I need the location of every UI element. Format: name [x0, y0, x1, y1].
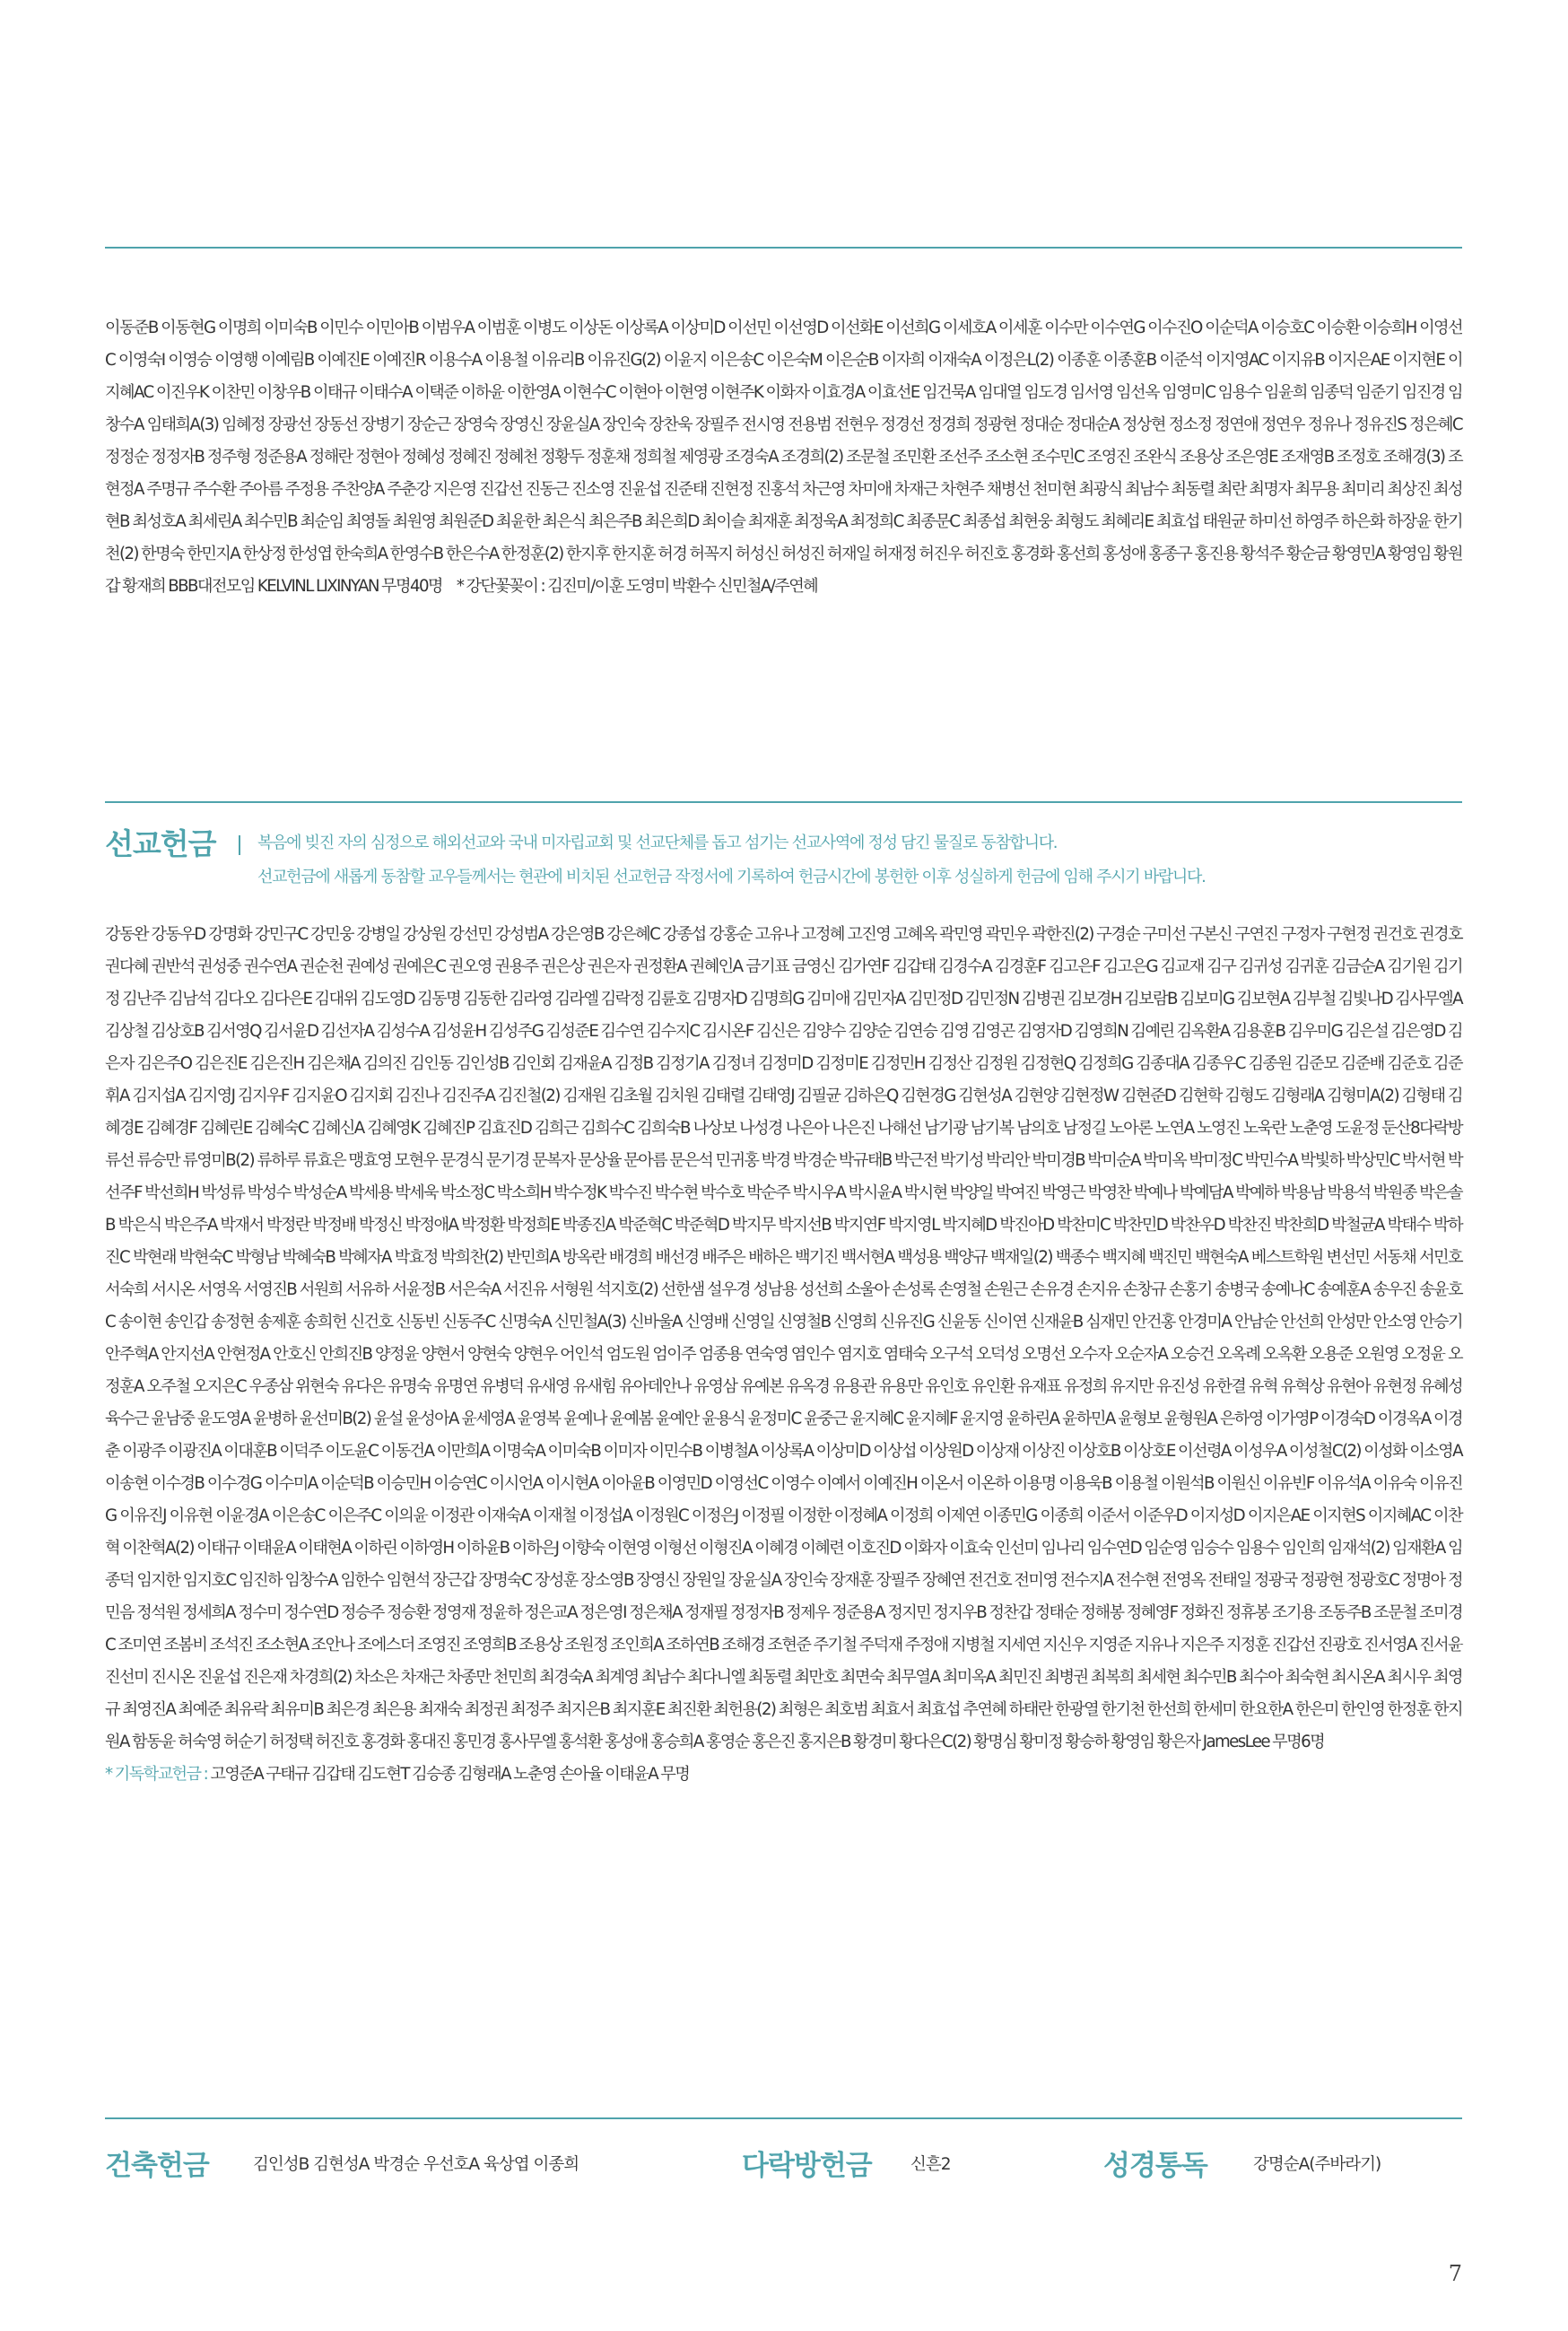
mission-title-separator — [239, 835, 240, 855]
mission-names-paragraph — [105, 919, 1462, 1791]
mission-title: 선교헌금 — [105, 826, 216, 861]
building-offering-title: 건축헌금 — [105, 2150, 209, 2182]
attic-offering-title: 다락방헌금 — [742, 2150, 872, 2182]
mission-top-divider — [105, 801, 1462, 803]
mission-section-header — [105, 825, 1462, 896]
footer-offerings — [105, 2143, 1462, 2187]
bible-reading-names: 강명순A(주바라기) — [1253, 2155, 1381, 2174]
bible-reading-title: 성경통독 — [1103, 2150, 1207, 2182]
mission-donor-names: 강동완 강동우D 강명화 강민구C 강민웅 강병일 강상원 강선민 강성범A 강은영B 강은혜C 강종섭 강홍순 고유나 고정혜 고진영 고혜옥 곽민영 곽민우 곽한진(2) 구경순 구미선 구본신 구연진 구정자 구현정 권건호 권경호 권다혜 권반석 권성중 권수연A 권순천 권예성 권예은C 권오영 권용주 권은상 권은자 권정환A 권혜인A 금기표 금영신 김가연F 김갑태 김경수A 김경훈F 김고은F 김고은G 김교재 김구 김귀성 김귀훈 김금순A 김기원 김기정 김난주 김남석 김다오 김다은E 김대위 김도영D 김동명 김동한 김라영 김라엘 김락정 김륜호 김명자D 김명희G 김미애 김민자A 김민정D 김민정N 김병권 김보경H 김보람B 김보미G 김보현A 김부철 김빛나D 김사무엘A 김상철 김상호B 김서영Q 김서윤D 김선자A 김성수A 김성윤H 김성주G 김성준E 김수연 김수지C 김시온F 김신은 김양수 김양순 김연승 김영 김영곤 김영자D 김영희N 김예린 김옥환A 김용훈B 김우미G 김은설 김은영D 김은자 김은주O 김은진E 김은진H 김은채A 김의진 김인동 김인성B 김인회 김재윤A 김정B 김정기A 김정녀 김정미D 김정미E 김정민H 김정산 김정원 김정현Q 김정희G 김종대A 김종우C 김종원 김준모 김준배 김준호 김준휘A 김지섭A 김지영J 김지우F 김지윤O 김지회 김진나 김진주A 김진철(2) 김재원 김초월 김치원 김태렬 김태영J 김필균 김하은Q 김현경G 김현성A 김현양 김현정W 김현준D 김현학 김형도 김형래A 김형미A(2) 김형태 김혜경E 김혜경F 김혜린E 김혜숙C 김혜신A 김혜영K 김혜진P 김효진D 김희근 김희수C 김희숙B 나상보 나성경 나은아 나은진 나해선 남기광 남기복 남의호 남정길 노아론 노연A 노영진 노욱란 노춘영 도윤정 둔산8다락방 류선 류승만 류영미B(2) 류하루 류효은 맹효영 모현우 문경식 문기경 문복자 문상율 문아름 문은석 민귀홍 박경 박경순 박규태B 박근전 박기성 박리안 박미경B 박미순A 박미옥 박미정C 박민수A 박빛하 박상민C 박서현 박선주F 박선희H 박성류 박성수 박성순A 박세용 박세욱 박소정C 박소희H 박수정K 박수진 박수현 박수호 박순주 박시우A 박시윤A 박시현 박양일 박여진 박영근 박영찬 박예나 박예담A 박예하 박용남 박용석 박원종 박은솔B 박은식 박은주A 박재서 박정란 박정배 박정신 박정애A 박정환 박정희E 박종진A 박준혁C 박준혁D 박지무 박지선B 박지연F 박지영L 박지혜D 박진아D 박찬미C 박찬민D 박찬우D 박찬진 박찬희D 박철균A 박태수 박하진C 박현래 박현숙C 박형남 박혜숙B 박혜자A 박효정 박희찬(2) 반민희A 방옥란 배경희 배선경 배주은 배하은 백기진 백서현A 백성용 백양규 백재일(2) 백종수 백지혜 백진민 백현숙A 베스트학원 변선민 서동채 서민호 서숙희 서시온 서영옥 서영진B 서원희 서유하 서윤정B 서은숙A 서진유 서형원 석지호(2) 선한샘 설우경 성남용 성선희 소울아 손성록 손영철 손원근 손유경 손지유 손창규 손홍기 송병국 송예나C 송예훈A 송우진 송윤호C 송이현 송인갑 송정현 송제훈 송희헌 신건호 신동빈 신동주C 신명숙A 신민철A(3) 신바울A 신영배 신영일 신영철B 신영희 신유진G 신윤동 신이연 신재윤B 심재민 안건홍 안경미A 안남순 안선희 안성만 안소영 안승기 안주혁A 안지선A 안현정A 안호신 안희진B 양정윤 양현서 양현숙 양현우 어인석 엄도원 엄이주 엄종용 연숙영 염인수 염지호 염태숙 오구석 오덕성 오명선 오수자 오순자A 오승건 오옥례 오옥환 오용준 오원영 오정윤 오정훈A 오주철 오지은C 우종삼 위현숙 유다은 유명숙 유명연 유병덕 유새영 유새힘 유아데안나 유영삼 유예본 유옥경 유용관 유용만 유인호 유인환 유재표 유정희 유지만 유진성 유한결 유혁 유혁상 유현아 유현정 유혜성 육수근 윤남중 윤도영A 윤병하 윤선미B(2) 윤설 윤성아A 윤세영A 윤영복 윤예나 윤예봄 윤예안 윤용식 윤정미C 윤중근 윤지혜C 윤지혜F 윤지영 윤하린A 윤하민A 윤형보 윤형원A 은하영 이가영P 이경숙D 이경옥A 이경춘 이광주 이광진A 이대훈B 이덕주 이도윤C 이동건A 이만희A 이명숙A 이미숙B 이미자 이민수B 이병철A 이상록A 이상미D 이상섭 이상원D 이상재 이상진 이상호B 이상호E 이선령A 이성우A 이성철C(2) 이성화 이소영A 이송현 이수경B 이수경G 이수미A 이순덕B 이승민H 이승연C 이시언A 이시현A 이아윤B 이영민D 이영선C 이영수 이예서 이예진H 이온서 이온하 이용명 이용욱B 이용철 이원석B 이원신 이유빈F 이유석A 이유숙 이유진G 이유진J 이유현 이윤경A 이은송C 이은주C 이의윤 이정관 이재숙A 이재철 이정섭A 이정원C 이정은J 이정필 이정한 이정혜A 이정희 이제연 이종민G 이종희 이준서 이준우D 이지성D 이지은AE 이지현S 이지혜AC 이찬혁 이찬혁A(2) 이태규 이태윤A 이태현A 이하린 이하영H 이하윤B 이하은J 이향숙 이현영 이형선 이형진A 이혜경 이혜련 이호진D 이화자 이효숙 인선미 임나리 임수연D 임순영 임승수 임용수 임인희 임재석(2) 임재환A 임종덕 임지한 임지호C 임진하 임창수A 임한수 임현석 장근갑 장명숙C 장성훈 장소영B 장영신 장원일 장윤실A 장인숙 장재훈 장필주 장혜연 전건호 전미영 전수지A 전수현 전영옥 전태일 정광국 정광현 정광호C 정명아 정민음 정석원 정세희A 정수미 정수연D 정승주 정승환 정영재 정윤하 정은교A 정은영I 정은채A 정재필 정정자B 정제우 정준용A 정지민 정지우B 정찬갑 정태순 정해봉 정혜영F 정화진 정휴봉 조기용 조동주B 조문철 조미경C 조미연 조봄비 조석진 조소현A 조안나 조에스더 조영진 조영희B 조용상 조원정 조인희A 조하연B 조해경 조현준 주기철 주덕재 주정애 지병철 지세연 지신우 지영준 지유나 지은주 지정훈 진갑선 진광호 진서영A 진서윤 진선미 진시온 진윤섭 진은재 차경희(2) 차소은 차재근 차종만 천민희 최경숙A 최계영 최남수 최다니엘 최동렬 최만호 최면숙 최무열A 최미옥A 최민진 최병권 최복희 최세현 최수민B 최수아 최숙현 최시온A 최시우 최영규 최영진A 최예준 최유락 최유미B 최은경 최은용 최재숙 최정권 최정주 최지은B 최지훈E 최진환 최헌용(2) 최형은 최호범 최효서 최효섭 추연혜 하태란 한광열 한기천 한선희 한세미 한요한A 한은미 한인영 한정훈 한지원A 함동윤 허숙영 허순기 허정택 허진호 홍경화 홍대진 홍민경 홍사무엘 홍석환 홍성애 홍승희A 홍영순 홍은진 홍지은B 황경미 황다은C(2) 황명심 황미정 황승하 황영임 황은자 JamesLee 무명6명 — [105, 925, 1462, 1751]
mission-description-line-2: 선교헌금에 새롭게 동참할 교우들께서는 현관에 비치된 선교헌금 작정서에 기록하여 헌금시간에 봉헌한 이후 성실하게 헌금에 임해 주시기 바랍니다. — [257, 868, 1206, 886]
footer-divider — [105, 2117, 1462, 2119]
mission-description-line-1: 복음에 빚진 자의 심정으로 해외선교와 국내 미자립교회 및 선교단체를 돕고 섬기는 선교사역에 정성 담긴 물질로 동참합니다. — [257, 834, 1058, 852]
mission-description — [257, 826, 1206, 895]
building-offering-names: 김인성B 김현성A 박경순 우선호A 육상엽 이종희 — [253, 2155, 579, 2174]
donor-names: 이동준B 이동현G 이명희 이미숙B 이민수 이민아B 이범우A 이범훈 이병도 이상돈 이상록A 이상미D 이선민 이선영D 이선화E 이선희G 이세호A 이세훈 이수만 이수연G 이수진O 이순덕A 이승호C 이승환 이승희H 이영선C 이영숙I 이영승 이영행 이예림B 이예진E 이예진R 이용수A 이용철 이유리B 이유진G(2) 이윤지 이은송C 이은숙M 이은순B 이자희 이재숙A 이정은L(2) 이종훈 이종훈B 이준석 이지영AC 이지유B 이지은AE 이지현E 이지혜AC 이진우K 이찬민 이창우B 이태규 이태수A 이택준 이하윤 이한영A 이현수C 이현아 이현영 이현주K 이화자 이효경A 이효선E 임건묵A 임대열 임도경 임서영 임선옥 임영미C 임용수 임윤희 임종덕 임준기 임진경 임창수A 임태희A(3) 임혜정 장광선 장동선 장병기 장순근 장영숙 장영신 장윤실A 장인숙 장찬욱 장필주 전시영 전용범 전현우 정경선 정경희 정광현 정대순 정대순A 정상현 정소정 정연애 정연우 정유나 정유진S 정은혜C 정정순 정정자B 정주형 정준용A 정해란 정현아 정혜성 정혜진 정혜천 정황두 정훈채 정희철 제영광 조경숙A 조경희(2) 조문철 조민환 조선주 조소현 조수민C 조영진 조완식 조용상 조은영E 조재영B 조정호 조해경(3) 조현정A 주명규 주수환 주아름 주정용 주찬양A 주춘강 지은영 진갑선 진동근 진소영 진윤섭 진준태 진현정 진홍석 차근영 차미애 차재근 차현주 채병선 천미현 최광식 최남수 최동렬 최란 최명자 최무용 최미리 최상진 최성현B 최성호A 최세린A 최수민B 최순임 최영돌 최원영 최원준D 최윤한 최은식 최은주B 최은희D 최이슬 최재훈 최정욱A 최정희C 최종문C 최종섭 최현웅 최형도 최혜리E 최효섭 태원균 하미선 하영주 하은화 하장윤 한기천(2) 한명숙 한민지A 한상정 한성엽 한숙희A 한영수B 한은수A 한정훈(2) 한지후 한지훈 허경 허꼭지 허성신 허성진 허재일 허재정 허진우 허진호 홍경화 홍선희 홍성애 홍종구 홍진용 황석주 황순금 황영민A 황영임 황원갑 황재희 BBB대전모임 KELVINL LIXINYAN 무명40명 — [105, 319, 1462, 596]
mission-donor-list — [105, 919, 1462, 1791]
school-offering-names: 고영준A 구태규 김갑태 김도현T 김승종 김형래A 노춘영 손아율 이태윤A 무명 — [210, 1765, 690, 1784]
page-number: 7 — [1448, 2261, 1462, 2286]
donor-names-paragraph — [105, 312, 1462, 603]
top-divider — [105, 247, 1462, 249]
school-offering-label: * 기독학교헌금 : — [105, 1765, 208, 1784]
attic-offering-names: 신흔2 — [910, 2155, 951, 2174]
flower-note: * 강단꽃꽂이 : 김진미/이훈 도영미 박환수 신민철A/주연혜 — [456, 577, 818, 596]
top-donor-list — [105, 312, 1462, 603]
